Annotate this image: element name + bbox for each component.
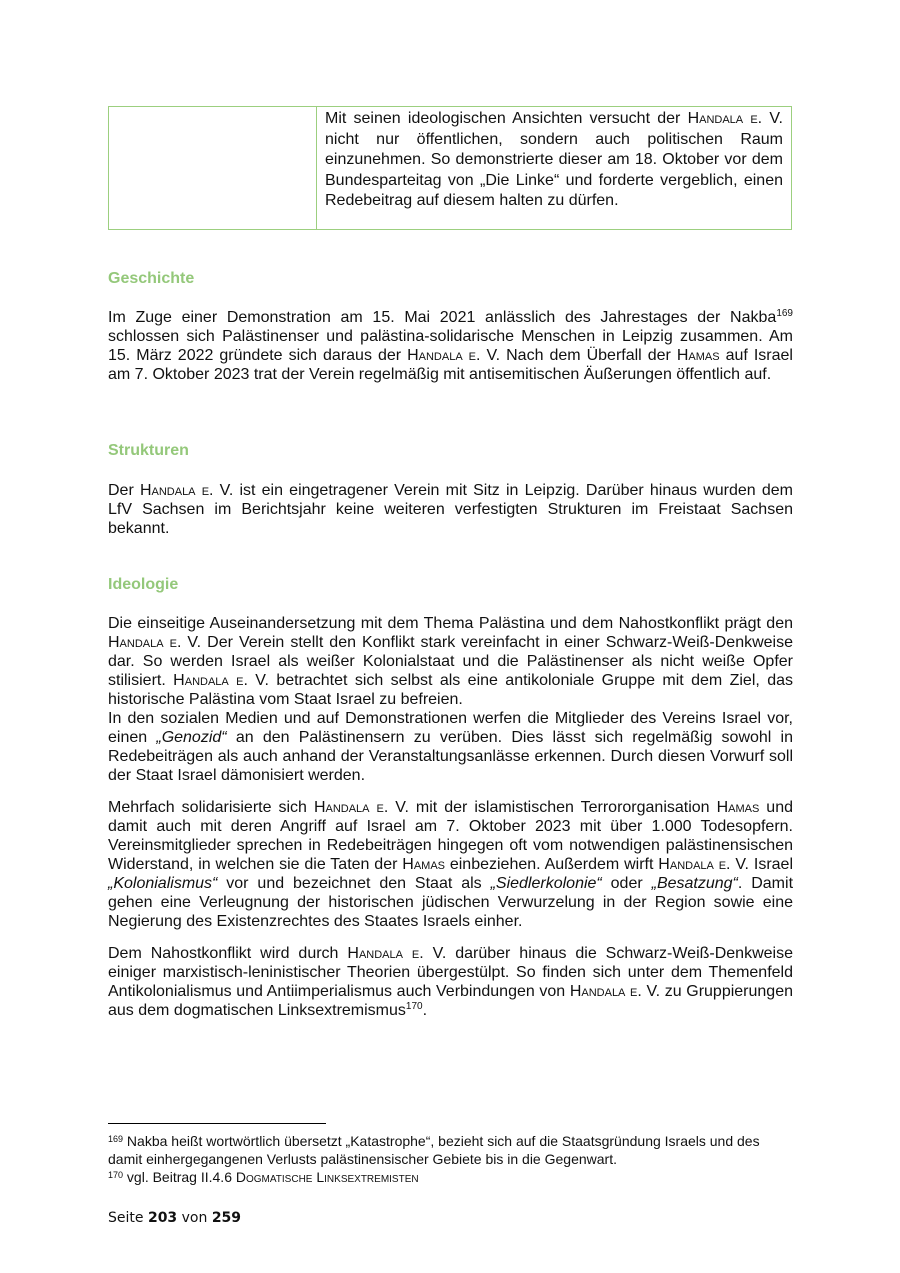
footnote-divider <box>108 1123 326 1124</box>
footnote-169: $^{169}$ Nakba heißt wortwörtlich übersetzt „Katastrophe“, bezieht sich auf die Staatsgründung Israels und des damit einhergegangenen Verlusts palästinensischer Gebiete bis in die Gegenwart. <box>108 1133 760 1167</box>
heading-ideologie: Ideologie <box>108 576 179 593</box>
paragraph-geschichte: Im Zuge einer Demonstration am 15. Mai 2021 anlässlich des Jahrestages der Nakba$^{169}$ schlossen sich Palästinenser und palästina-solidarische Menschen in Leipzig zusammen. Am 15. März 2022 gründete sich daraus der Handala e. V. Nach dem Überfall der Hamas auf Israel am 7. Oktober 2023 trat der Verein regelmäßig mit antisemitischen Äußerungen öffentlich auf. <box>108 308 793 383</box>
info-box <box>108 106 792 230</box>
info-box-text: Mit seinen ideologischen Ansichten versucht der Handala e. V. nicht nur öffentlichen, sondern auch politischen Raum einzunehmen. So demonstrierte dieser am 18. Oktober vor dem Bundesparteitag von „Die Linke“ und forderte vergeblich, einen Redebeitrag auf diesem halten zu dürfen. <box>325 110 783 209</box>
page-number: Seite 203 von 259 <box>108 1210 242 1226</box>
paragraph-ideologie-3: Dem Nahostkonflikt wird durch Handala e. V. darüber hinaus die Schwarz-Weiß-Denkweise einiger marxistisch-leninistischer Theorien übergestülpt. So finden sich unter dem Themenfeld Antikolonialismus und Antiimperialismus auch Verbindungen von Handala e. V. zu Gruppierungen aus dem dogmatischen Linksextremismus$^{170}$. <box>108 945 793 1019</box>
footnote-ref-169[interactable]: 169 <box>776 308 793 319</box>
heading-strukturen: Strukturen <box>108 442 189 459</box>
paragraph-strukturen: Der Handala e. V. ist ein eingetragener Verein mit Sitz in Leipzig. Darüber hinaus wurden dem LfV Sachsen im Berichtsjahr keine weiteren verfestigten Strukturen im Freistaat Sachsen bekannt. <box>108 482 793 537</box>
heading-geschichte: Geschichte <box>108 270 195 287</box>
paragraph-ideologie-1: Die einseitige Auseinandersetzung mit dem Thema Palästina und dem Nahostkonflikt prägt den Handala e. V. Der Verein stellt den Konflikt stark vereinfacht in einer Schwarz-Weiß-Denkweise dar. So werden Israel als weißer Kolonialstaat und die Palästinenser als nicht weiße Opfer stilisiert. Handala e. V. betrachtet sich selbst als eine antikoloniale Gruppe mit dem Ziel, das historische Palästina vom Staat Israel zu befreien. In den sozialen Medien und auf Demonstrationen werfen die Mitglieder des Vereins Israel vor, einen „Genozid“ an den Palästinensern zu verüben. Dies lässt sich regelmäßig sowohl in Redebeiträgen als auch anhand der Veranstaltungsanlässe erkennen. Durch diesen Vorwurf soll der Staat Israel dämonisiert werden. <box>108 615 794 784</box>
footnote-170-link[interactable]: Dogmatische Linksextremisten <box>235 1169 419 1185</box>
footnote-170: $^{170}$ vgl. Beitrag II.4.6 Dogmatische Linksextremisten <box>108 1169 419 1185</box>
info-box-left-cell <box>109 107 317 229</box>
paragraph-ideologie-2: Mehrfach solidarisierte sich Handala e. V. mit der islamistischen Terrororganisation Hamas und damit auch mit deren Angriff auf Israel am 7. Oktober 2023 mit über 1.000 Todesopfern. Vereinsmitglieder sprechen in Redebeiträgen hingegen oft vom notwendigen palästinensischen Widerstand, in welchen sie die Taten der Hamas einbeziehen. Außerdem wirft Handala e. V. Israel „Kolonialismus“ vor und bezeichnet den Staat als „Siedlerkolonie“ oder „Besatzung“. Damit gehen eine Verleugnung der historischen jüdischen Verwurzelung in der Region sowie eine Negierung des Existenzrechtes des Staates Israels einher. <box>108 799 794 930</box>
footnote-ref-170[interactable]: 170 <box>405 1001 423 1012</box>
